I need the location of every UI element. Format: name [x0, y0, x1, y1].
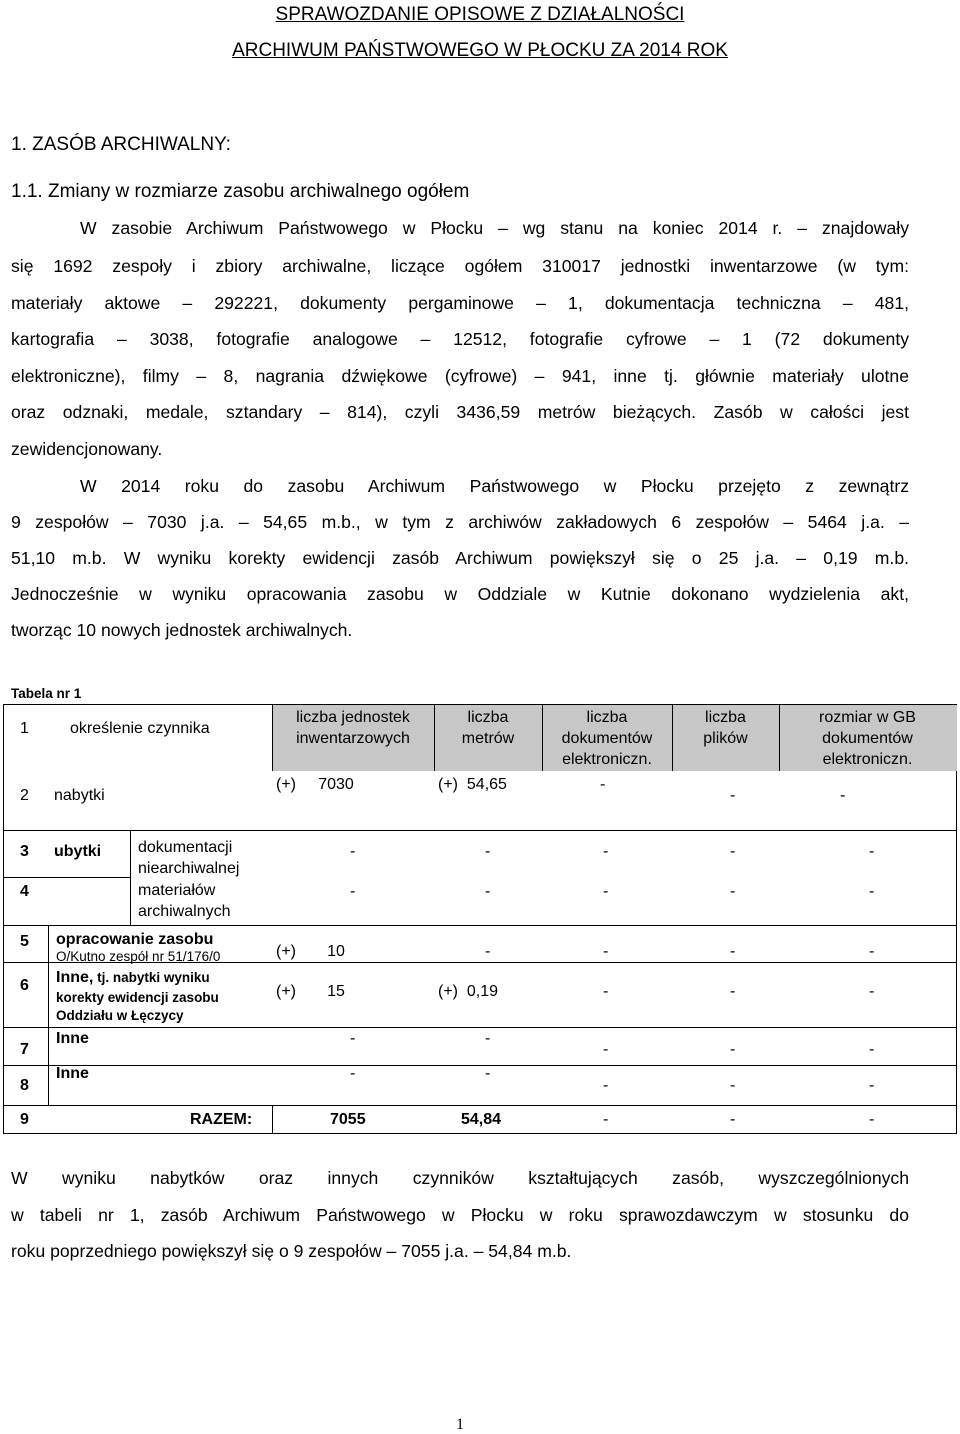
header-factor: określenie czynnika: [70, 720, 210, 737]
paragraph-line: w tabeli nr 1, zasób Archiwum Państwowego w Płocku w roku sprawozdawczym w stosunku do: [11, 1205, 909, 1225]
row-divider: [4, 1105, 956, 1106]
row-files: -: [730, 843, 736, 860]
row-units: 7055: [330, 1111, 366, 1128]
row-units: -: [350, 1030, 356, 1047]
row-files: -: [730, 883, 736, 900]
col-divider: [48, 925, 49, 1105]
row-files: -: [730, 943, 736, 960]
row-label: ubytki: [54, 843, 102, 860]
row-edocs: -: [603, 1111, 609, 1128]
row-meters: -: [485, 1030, 491, 1047]
row-num: 4: [20, 883, 29, 900]
row-num: 3: [20, 843, 29, 860]
row-units: (+) 15: [276, 983, 345, 1000]
paragraph-line: Jednocześnie w wyniku opracowania zasobu w Oddziale w Kutnie dokonano wydzielenia akt,: [11, 584, 909, 604]
row-edocs: -: [603, 883, 609, 900]
row-meters: -: [485, 1065, 491, 1082]
report-title-line-2: ARCHIWUM PAŃSTWOWEGO W PŁOCKU ZA 2014 ROK: [232, 40, 728, 61]
row-gb: -: [869, 843, 875, 860]
row-files: -: [730, 787, 736, 804]
row-num: 9: [20, 1111, 29, 1128]
row-gb: -: [869, 1077, 875, 1094]
row-label: nabytki: [54, 787, 105, 804]
row-sublabel: O/Kutno zespół nr 51/176/0: [56, 949, 221, 964]
row-num: 2: [20, 787, 29, 804]
row-edocs: -: [603, 843, 609, 860]
header-num: 1: [20, 720, 29, 737]
report-title-line-1: SPRAWOZDANIE OPISOWE Z DZIAŁALNOŚCI: [275, 4, 685, 25]
row-edocs: -: [603, 983, 609, 1000]
row-files: -: [730, 1041, 736, 1058]
row-sublabel: dokumentacji niearchiwalnej: [138, 839, 240, 877]
row-gb: -: [869, 983, 875, 1000]
row-divider: [4, 1027, 956, 1028]
row-gb: -: [840, 787, 846, 804]
paragraph-line: materiały aktowe – 292221, dokumenty pergaminowe – 1, dokumentacja techniczna – 481,: [11, 293, 909, 313]
row-edocs: -: [600, 776, 606, 793]
row-sublabel: materiałów archiwalnych: [138, 882, 231, 920]
row-edocs: -: [603, 1041, 609, 1058]
row-meters: (+) 0,19: [438, 983, 499, 1000]
row-gb: -: [869, 943, 875, 960]
row-label: Inne: [56, 1030, 89, 1047]
paragraph-line: się 1692 zespoły i zbiory archiwalne, liczące ogółem 310017 jednostki inwentarzowe (w tym:: [11, 256, 909, 276]
row-edocs: -: [603, 1077, 609, 1094]
row-divider: [4, 830, 956, 831]
row-files: -: [730, 983, 736, 1000]
page-number: 1: [456, 1416, 464, 1433]
header-units: liczba jednostek inwentarzowych: [296, 709, 410, 747]
row-meters: 54,84: [461, 1111, 502, 1128]
row-units: (+) 7030: [276, 776, 354, 793]
section-heading-1-1: 1.1. Zmiany w rozmiarze zasobu archiwalnego ogółem: [11, 181, 470, 202]
row-num: 6: [20, 977, 29, 994]
row-divider: [4, 877, 130, 878]
row-units: -: [350, 1065, 356, 1082]
paragraph-line: zewidencjonowany.: [11, 439, 163, 459]
paragraph-line: W wyniku nabytków oraz innych czynników kształtujących zasób, wyszczególnionych: [11, 1168, 909, 1188]
row-divider: [4, 1065, 956, 1066]
row-files: -: [730, 1077, 736, 1094]
header-edocs: liczba dokumentów elektroniczn.: [561, 709, 653, 768]
row-units: -: [350, 843, 356, 860]
paragraph-line: W 2014 roku do zasobu Archiwum Państwowego w Płocku przejęto z zewnątrz: [80, 476, 909, 496]
row-units: -: [350, 883, 356, 900]
paragraph-line: 9 zespołów – 7030 j.a. – 54,65 m.b., w tym z archiwów zakładowych 6 zespołów – 5464 j.a. –: [11, 512, 909, 532]
row-gb: -: [869, 1041, 875, 1058]
row-label: Inne, tj. nabytki wyniku: [56, 969, 210, 986]
row-meters: -: [485, 943, 491, 960]
row-num: 7: [20, 1041, 29, 1058]
paragraph-line: kartografia – 3038, fotografie analogowe – 12512, fotografie cyfrowe – 1 (72 dokumenty: [11, 329, 909, 349]
col-divider: [272, 1105, 273, 1133]
row-edocs: -: [603, 943, 609, 960]
paragraph-line: W zasobie Archiwum Państwowego w Płocku – wg stanu na koniec 2014 r. – znajdowały: [80, 218, 909, 238]
row-num: 8: [20, 1077, 29, 1094]
paragraph-line: 51,10 m.b. W wyniku korekty ewidencji zasób Archiwum powiększył się o 25 j.a. – 0,19 m.b.: [11, 548, 909, 568]
row-files: -: [730, 1111, 736, 1128]
header-meters: liczba metrów: [461, 709, 515, 747]
paragraph-line: roku poprzedniego powiększył się o 9 zespołów – 7055 j.a. – 54,84 m.b.: [11, 1241, 572, 1261]
row-meters: (+) 54,65: [438, 776, 507, 793]
row-label: Inne: [56, 1065, 89, 1082]
row-sublabel: korekty ewidencji zasobu Oddziału w Łęczycy: [56, 990, 219, 1023]
row-units: (+) 10: [276, 943, 345, 960]
row-divider: [4, 925, 956, 926]
row-label: RAZEM:: [190, 1111, 253, 1128]
paragraph-line: tworząc 10 nowych jednostek archiwalnych.: [11, 620, 353, 640]
paragraph-line: elektroniczne), filmy – 8, nagrania dźwiękowe (cyfrowe) – 941, inne tj. głównie materiały ulotne: [11, 366, 909, 386]
section-heading-1: 1. ZASÓB ARCHIWALNY:: [11, 134, 231, 155]
row-gb: -: [869, 883, 875, 900]
row-meters: -: [485, 883, 491, 900]
header-gb: rozmiar w GB dokumentów elektroniczn.: [819, 709, 916, 768]
row-gb: -: [869, 1111, 875, 1128]
row-label: opracowanie zasobu: [56, 931, 214, 948]
row-meters: -: [485, 843, 491, 860]
header-files: liczba plików: [703, 709, 748, 747]
resources-table: [3, 704, 957, 1134]
row-num: 5: [20, 933, 29, 950]
col-divider: [130, 830, 131, 925]
table-caption: Tabela nr 1: [11, 686, 82, 701]
paragraph-line: oraz odznaki, medale, sztandary – 814), czyli 3436,59 metrów bieżących. Zasób w całości jest: [11, 402, 909, 422]
